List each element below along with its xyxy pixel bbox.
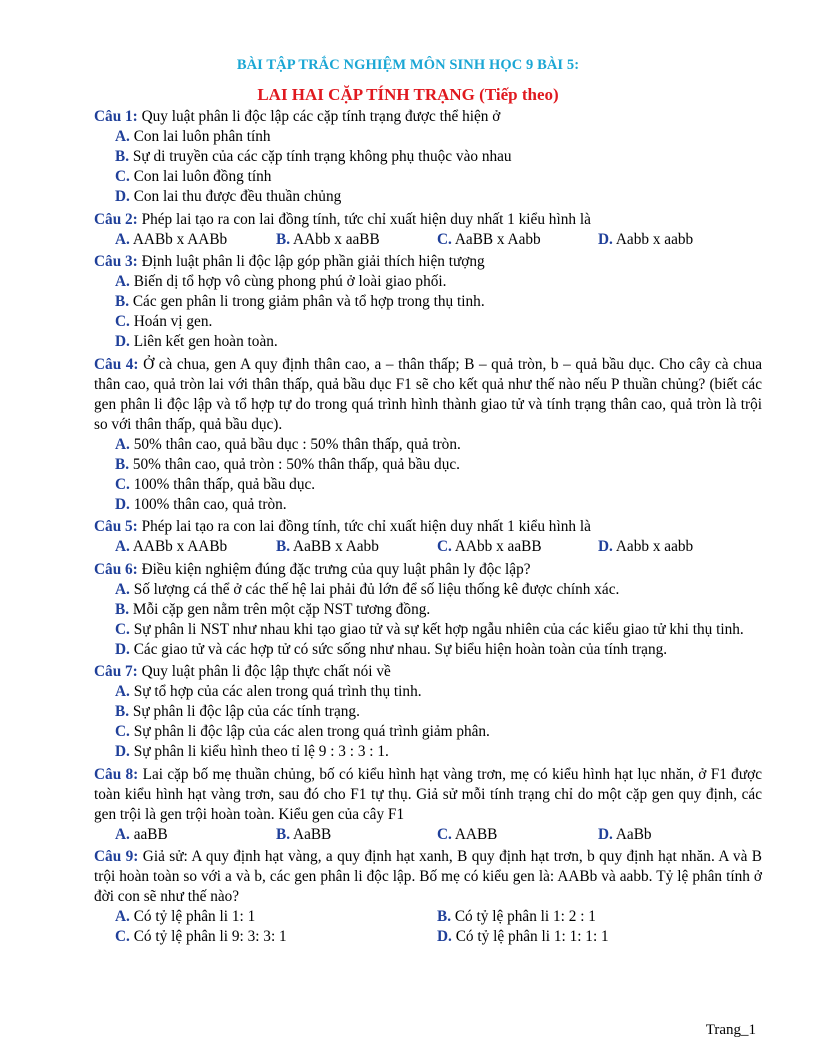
question-stem <box>94 210 762 230</box>
question-text: Lai cặp bố mẹ thuần chủng, bố có kiểu hình hạt vàng trơn, mẹ có kiểu hình hạt lục nhăn, ở F1 được toàn kiểu hình hạt vàng trơn, sau đó cho F1 tự thụ. Giả sử mỗi tính trạng chỉ do một cặp gen quy định, các gen trội là gen trội hoàn toàn. Kiểu gen của cây F1 <box>94 765 762 823</box>
option-c: C. 100% thân thấp, quả bầu dục. <box>115 475 316 493</box>
option-c: C. Sự phân li độc lập của các alen trong quá trình giảm phân. <box>115 723 490 740</box>
option-a: A. AABb x AABb <box>115 538 228 555</box>
option-a: A. Sự tổ hợp của các alen trong quá trình thụ tinh. <box>115 683 422 700</box>
option-b: B. Mỗi cặp gen nằm trên một cặp NST tương đồng. <box>115 600 431 618</box>
question-stem <box>94 355 762 435</box>
question-3 <box>94 252 762 352</box>
question-1 <box>94 107 762 207</box>
option-b: B. Các gen phân li trong giảm phân và tổ hợp trong thụ tinh. <box>115 293 485 310</box>
question-label: Câu 6: <box>94 560 138 578</box>
option-a: A. Số lượng cá thể ở các thế hệ lai phải đủ lớn để số liệu thống kê được chính xác. <box>115 580 620 598</box>
option-row <box>94 825 762 845</box>
question-stem <box>94 662 762 682</box>
option-d: D. Các giao tử và các hợp tử có sức sống như nhau. Sự biểu hiện hoàn toàn của tính trạng. <box>115 640 668 658</box>
option-c: C. Sự phân li NST như nhau khi tạo giao tử và sự kết hợp ngẫu nhiên của các kiểu giao tử khi thụ tinh. <box>115 620 744 638</box>
question-text: Ở cà chua, gen A quy định thân cao, a – thân thấp; B – quả tròn, b – quả bầu dục. Cho cây cà chua thân cao, quả tròn lai với thân thấp, quả bầu dục F1 sẽ cho kết quả như thế nào nếu P thuần chủng? (biết các gen phân li độc lập và tổ hợp tự do trong quá trình hình thành giao tử và tính trạng thân cao, quả tròn là trội so với thân thấp, quả bầu dục). <box>94 355 763 433</box>
option-c: C. Có tỷ lệ phân li 9: 3: 3: 1 <box>115 928 287 945</box>
question-4 <box>94 355 762 515</box>
option-a: A. 50% thân cao, quả bầu dục : 50% thân thấp, quả tròn. <box>115 435 461 453</box>
question-stem <box>94 847 762 907</box>
option-d: D. Liên kết gen hoàn toàn. <box>115 333 278 350</box>
question-label: Câu 9: <box>94 848 139 865</box>
question-label: Câu 3: <box>94 253 138 270</box>
option-d: D. Aabb x aabb <box>598 538 694 555</box>
option-c: C. AAbb x aaBB <box>437 538 542 555</box>
option-d: D. AaBb <box>598 825 652 843</box>
option-b: B. AaBB x Aabb <box>276 538 379 555</box>
document-subtitle: LAI HAI CẶP TÍNH TRẠNG (Tiếp theo) <box>257 85 559 104</box>
question-label: Câu 1: <box>94 108 138 125</box>
option-a: A. aaBB <box>115 825 168 843</box>
option-row <box>94 537 762 557</box>
option-b: B. 50% thân cao, quả tròn : 50% thân thấp, quả bầu dục. <box>115 455 460 473</box>
question-label: Câu 5: <box>94 518 138 535</box>
option-row <box>94 927 762 947</box>
option-c: C. Hoán vị gen. <box>115 313 213 330</box>
option-c: C. Con lai luôn đồng tính <box>115 168 272 185</box>
question-stem <box>94 517 762 537</box>
question-stem <box>94 252 762 272</box>
question-text: Giả sử: A quy định hạt vàng, a quy định hạt xanh, B quy định hạt trơn, b quy định hạt nhăn. A và B trội hoàn toàn so với a và b, các gen phân li độc lập. Bố mẹ có kiểu gen là: AABb và aabb. Tỷ lệ phân tính ở đời con sẽ như thế nào? <box>94 848 762 905</box>
option-b: B. Sự di truyền của các cặp tính trạng không phụ thuộc vào nhau <box>115 148 512 165</box>
question-list <box>94 107 762 947</box>
option-c: C. AABB <box>437 825 498 843</box>
question-stem <box>94 765 762 825</box>
option-row <box>94 907 762 927</box>
question-text: Phép lai tạo ra con lai đồng tính, tức chỉ xuất hiện duy nhất 1 kiểu hình là <box>141 210 591 228</box>
option-a: A. Con lai luôn phân tính <box>115 128 271 145</box>
question-text: Phép lai tạo ra con lai đồng tính, tức chỉ xuất hiện duy nhất 1 kiểu hình là <box>141 518 591 535</box>
question-2 <box>94 210 762 250</box>
option-row <box>94 230 762 250</box>
option-a: A. AABb x AABb <box>115 230 228 248</box>
question-label: Câu 7: <box>94 663 138 680</box>
option-b: B. Sự phân li độc lập của các tính trạng. <box>115 703 360 720</box>
question-label: Câu 4: <box>94 355 139 373</box>
question-7 <box>94 662 762 762</box>
option-d: D. Con lai thu được đều thuần chủng <box>115 188 342 205</box>
option-b: B. AaBB <box>276 825 332 843</box>
question-6 <box>94 560 762 660</box>
question-stem <box>94 560 762 580</box>
question-text: Điều kiện nghiệm đúng đặc trưng của quy luật phân ly độc lập? <box>141 560 531 578</box>
question-label: Câu 2: <box>94 210 138 228</box>
document-title: BÀI TẬP TRẮC NGHIỆM MÔN SINH HỌC 9 BÀI 5: <box>236 57 580 73</box>
question-stem <box>94 107 762 127</box>
option-a: A. Có tỷ lệ phân li 1: 1 <box>115 908 256 925</box>
question-5 <box>94 517 762 557</box>
question-text: Quy luật phân li độc lập các cặp tính trạng được thể hiện ở <box>141 108 501 125</box>
option-c: C. AaBB x Aabb <box>437 230 541 248</box>
option-d: D. Có tỷ lệ phân li 1: 1: 1: 1 <box>437 928 609 945</box>
question-label: Câu 8: <box>94 765 139 783</box>
option-a: A. Biến dị tổ hợp vô cùng phong phú ở loài giao phối. <box>115 273 447 290</box>
question-text: Định luật phân li độc lập góp phần giải thích hiện tượng <box>141 253 485 270</box>
page-number: Trang_1 <box>705 1022 756 1038</box>
option-d: D. Aabb x aabb <box>598 230 694 248</box>
option-b: B. Có tỷ lệ phân li 1: 2 : 1 <box>437 908 596 925</box>
question-text: Quy luật phân li độc lập thực chất nói về <box>141 663 391 680</box>
option-d: D. 100% thân cao, quả tròn. <box>115 495 287 513</box>
option-b: B. AAbb x aaBB <box>276 230 380 248</box>
option-d: D. Sự phân li kiểu hình theo tỉ lệ 9 : 3 : 3 : 1. <box>115 743 389 760</box>
question-9 <box>94 847 762 947</box>
question-8 <box>94 765 762 845</box>
